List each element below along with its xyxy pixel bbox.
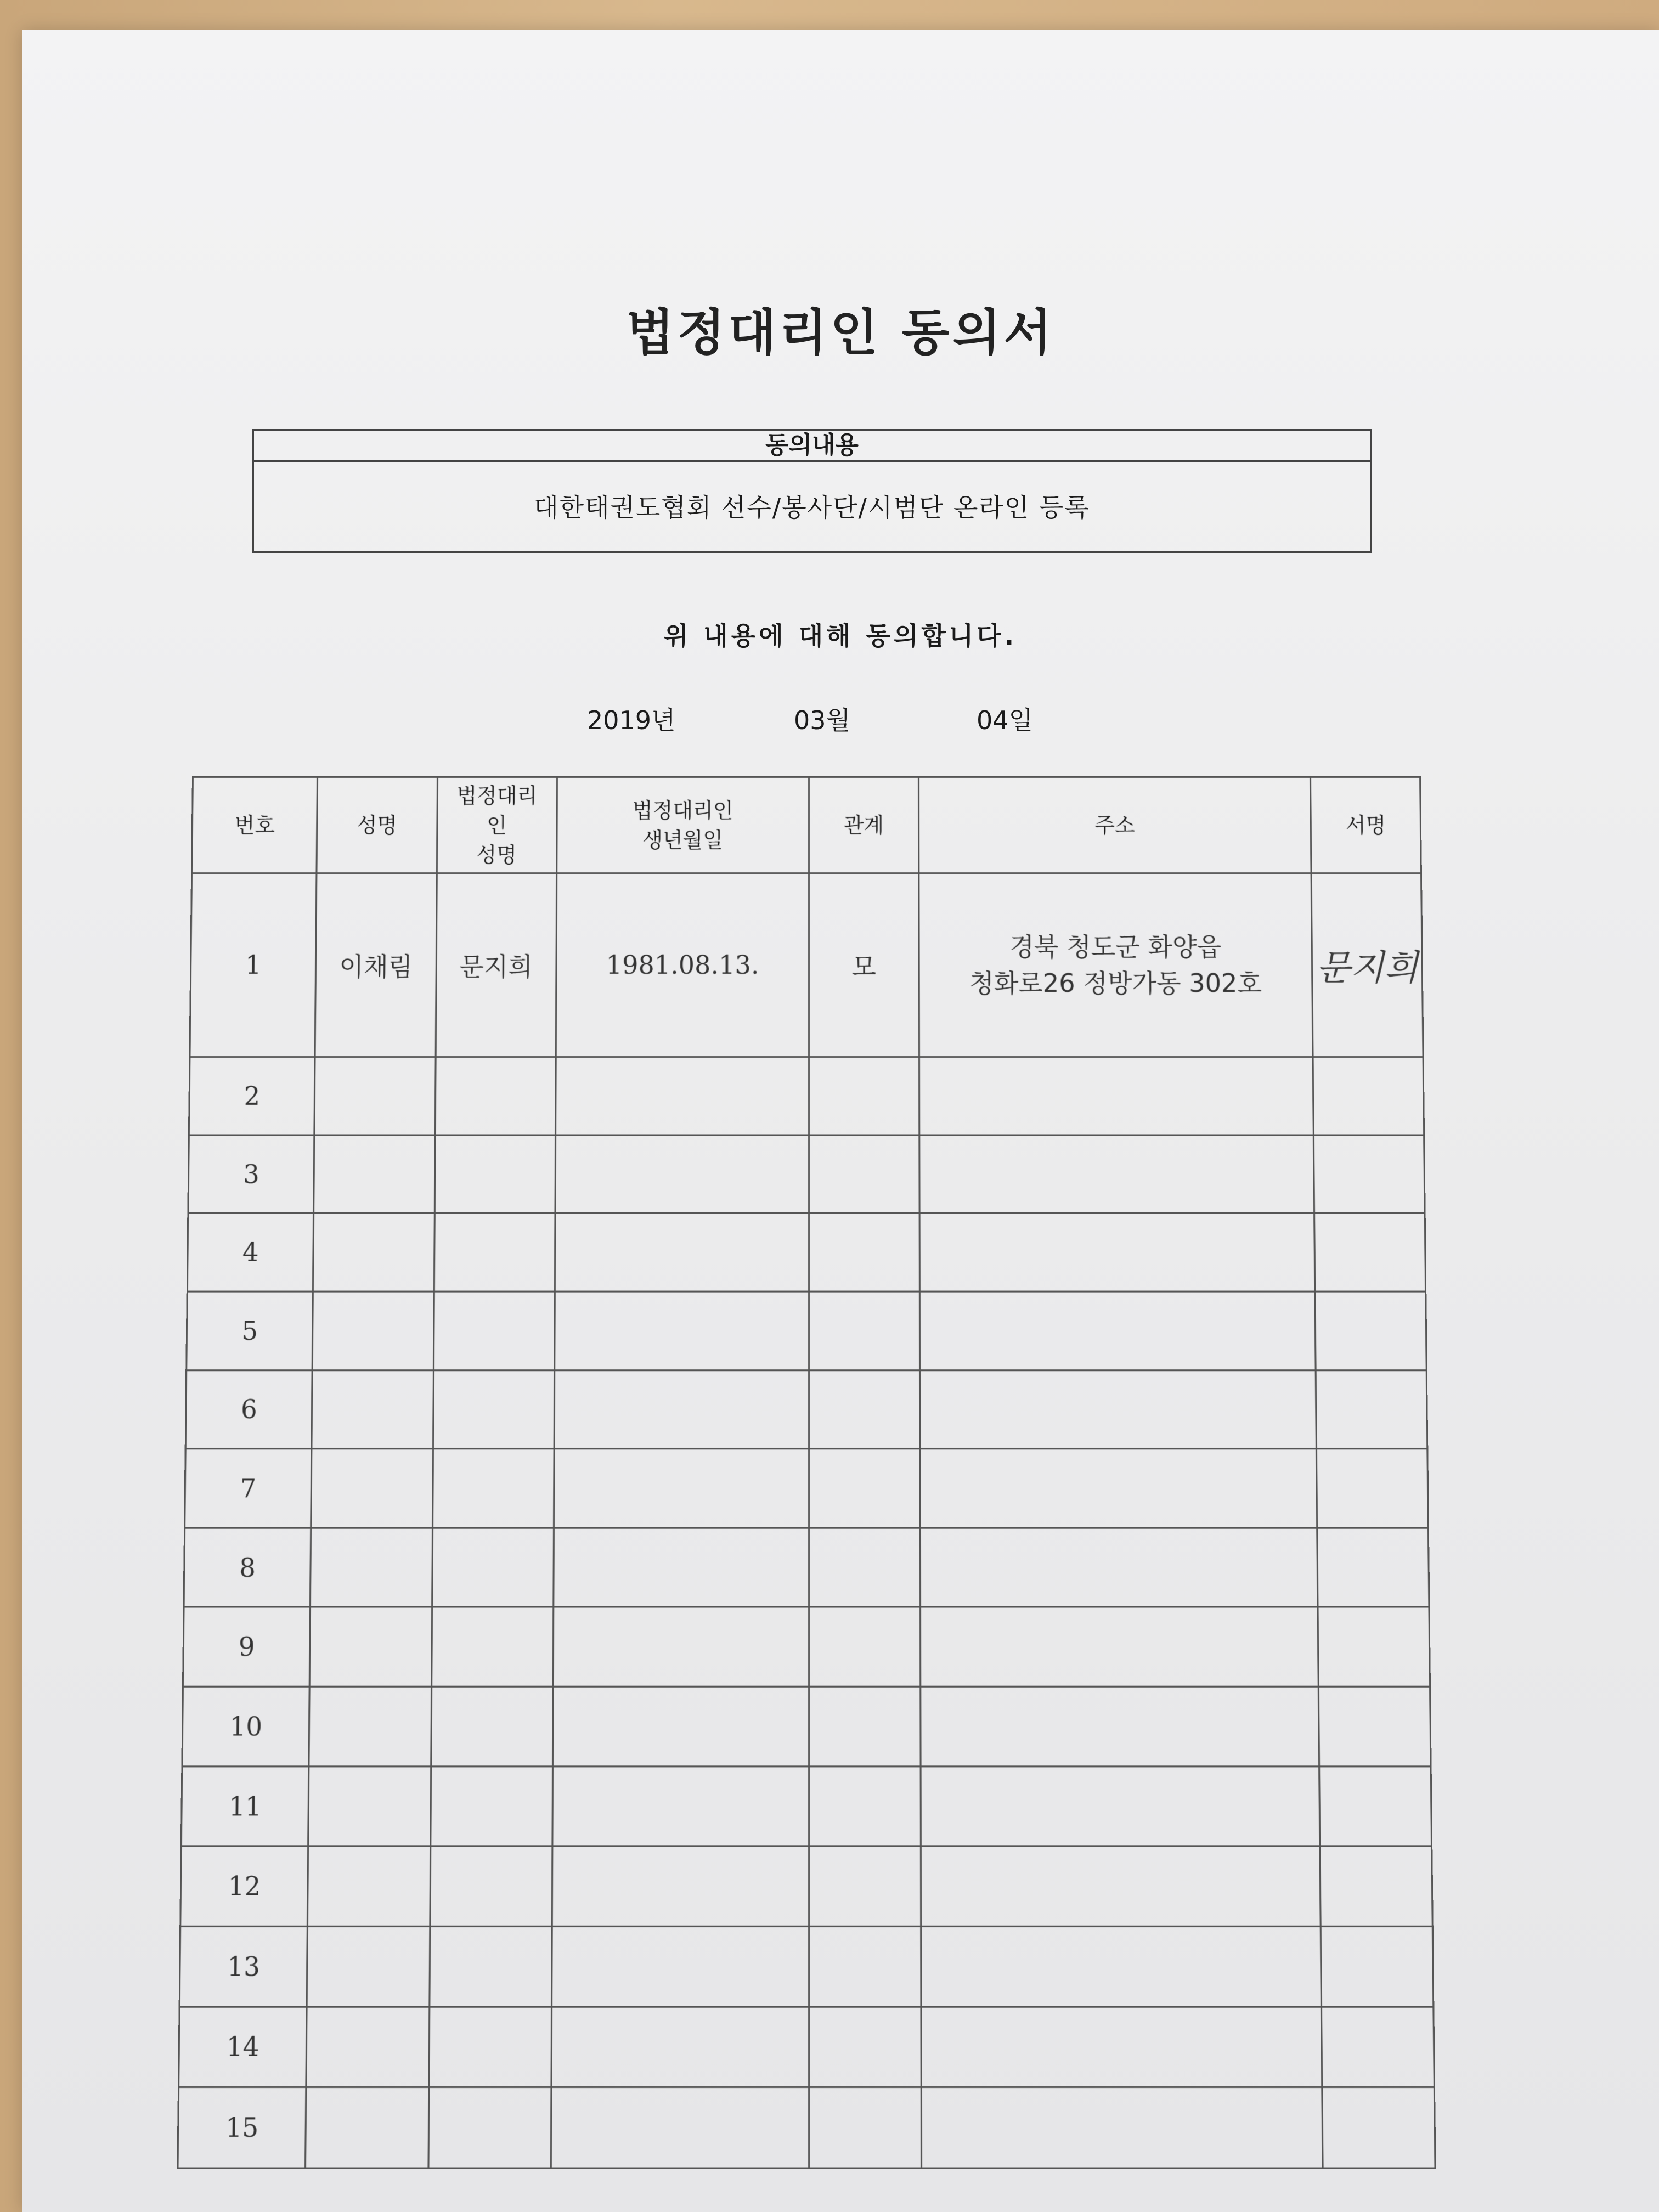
table-row bbox=[188, 1135, 1425, 1213]
registration-table-wrap bbox=[177, 776, 1436, 2169]
table-row bbox=[184, 1528, 1429, 1607]
table-row bbox=[183, 1607, 1430, 1686]
table-row bbox=[187, 1213, 1425, 1291]
cell-guardian-birth bbox=[553, 1528, 809, 1607]
header-guardian-name bbox=[437, 777, 557, 873]
cell-no: 3 bbox=[188, 1135, 314, 1213]
cell-name bbox=[313, 1291, 434, 1370]
cell-relation bbox=[809, 1291, 920, 1370]
header-no: 번호 bbox=[192, 777, 318, 873]
cell-name bbox=[306, 2007, 429, 2087]
cell-name bbox=[308, 1846, 430, 1926]
table-row bbox=[179, 2007, 1435, 2087]
cell-guardian-birth bbox=[552, 1846, 809, 1926]
cell-address bbox=[919, 1370, 1317, 1449]
cell-guardian-name: 문지희 bbox=[436, 873, 557, 1057]
cell-no: 10 bbox=[182, 1686, 310, 1766]
cell-signature bbox=[1322, 2087, 1435, 2168]
date-day: 04일 bbox=[977, 706, 1033, 735]
header-signature: 서명 bbox=[1311, 777, 1421, 873]
cell-guardian-name bbox=[430, 1846, 552, 1926]
cell-no: 7 bbox=[185, 1449, 312, 1528]
cell-relation bbox=[809, 1449, 920, 1528]
table-row bbox=[187, 1291, 1426, 1370]
cell-address bbox=[919, 1291, 1316, 1370]
cell-no: 6 bbox=[185, 1370, 312, 1449]
cell-signature bbox=[1319, 1767, 1432, 1847]
cell-relation bbox=[809, 1767, 921, 1847]
cell-address bbox=[920, 1607, 1319, 1686]
cell-address bbox=[921, 1767, 1321, 1847]
cell-guardian-birth bbox=[551, 2007, 809, 2087]
cell-address bbox=[919, 1213, 1316, 1291]
cell-no: 1 bbox=[190, 873, 317, 1057]
cell-no: 14 bbox=[179, 2007, 307, 2087]
cell-no: 2 bbox=[189, 1057, 315, 1135]
cell-no: 15 bbox=[178, 2087, 306, 2168]
cell-guardian-birth bbox=[554, 1370, 809, 1449]
cell-guardian-name bbox=[433, 1370, 554, 1449]
table-row bbox=[185, 1449, 1429, 1528]
cell-no: 11 bbox=[181, 1767, 309, 1847]
cell-relation: 모 bbox=[809, 873, 919, 1057]
cell-guardian-name bbox=[429, 1926, 552, 2006]
cell-guardian-birth: 1981.08.13. bbox=[556, 873, 809, 1057]
cell-address bbox=[921, 2007, 1323, 2087]
cell-no: 5 bbox=[187, 1291, 313, 1370]
cell-guardian-birth bbox=[555, 1135, 809, 1213]
cell-no: 4 bbox=[187, 1213, 314, 1291]
cell-guardian-birth bbox=[551, 2087, 809, 2168]
cell-guardian-birth bbox=[553, 1607, 809, 1686]
cell-name bbox=[311, 1449, 433, 1528]
header-guardian-birth-line2: 생년월일 bbox=[642, 827, 724, 853]
cell-signature bbox=[1319, 1686, 1431, 1766]
header-relation: 관계 bbox=[809, 777, 919, 873]
cell-relation bbox=[809, 1370, 920, 1449]
cell-relation bbox=[809, 2087, 921, 2168]
table-row bbox=[185, 1370, 1427, 1449]
cell-name bbox=[306, 2087, 428, 2168]
cell-relation bbox=[809, 1926, 921, 2006]
cell-address bbox=[919, 1057, 1314, 1135]
cell-guardian-name bbox=[434, 1213, 555, 1291]
cell-name bbox=[309, 1686, 431, 1766]
cell-name bbox=[312, 1370, 433, 1449]
consent-text: 대한태권도협회 선수/봉사단/시범단 온라인 등록 bbox=[534, 493, 1090, 522]
cell-no: 8 bbox=[184, 1528, 311, 1607]
cell-signature bbox=[1314, 1135, 1425, 1213]
cell-name bbox=[314, 1057, 435, 1135]
cell-name bbox=[313, 1213, 435, 1291]
cell-guardian-name bbox=[432, 1449, 554, 1528]
cell-signature bbox=[1318, 1607, 1430, 1686]
cell-name bbox=[310, 1607, 432, 1686]
cell-address bbox=[919, 1135, 1314, 1213]
cell-guardian-birth bbox=[555, 1213, 809, 1291]
cell-guardian-name bbox=[435, 1057, 556, 1135]
handwritten-signature: 문지희 bbox=[1316, 947, 1419, 989]
header-guardian-birth bbox=[556, 777, 809, 873]
cell-name bbox=[314, 1135, 435, 1213]
paper-sheet bbox=[22, 30, 1659, 2212]
consent-heading: 동의내용 bbox=[254, 431, 1370, 462]
cell-relation bbox=[809, 1057, 919, 1135]
table-row bbox=[182, 1686, 1431, 1766]
cell-signature bbox=[1320, 1846, 1432, 1926]
cell-guardian-birth bbox=[554, 1449, 809, 1528]
cell-address bbox=[919, 873, 1313, 1057]
cell-signature bbox=[1322, 2007, 1435, 2087]
cell-address bbox=[921, 2087, 1323, 2168]
cell-guardian-birth bbox=[555, 1057, 809, 1135]
cell-name bbox=[311, 1528, 432, 1607]
cell-relation bbox=[809, 1607, 921, 1686]
cell-address bbox=[920, 1449, 1318, 1528]
header-guardian-name-line1: 법정대리 bbox=[456, 783, 538, 808]
address-line1: 경북 청도군 화양읍 bbox=[1009, 932, 1222, 962]
cell-relation bbox=[809, 1686, 921, 1766]
cell-guardian-birth bbox=[552, 1686, 809, 1766]
registration-table bbox=[177, 776, 1436, 2169]
header-guardian-birth-line1: 법정대리인 bbox=[632, 798, 733, 822]
cell-signature bbox=[1314, 1213, 1426, 1291]
cell-name bbox=[308, 1767, 431, 1847]
cell-guardian-birth bbox=[551, 1926, 809, 2006]
cell-signature bbox=[1313, 1057, 1424, 1135]
cell-guardian-name bbox=[433, 1291, 555, 1370]
cell-address bbox=[921, 1846, 1321, 1926]
cell-relation bbox=[809, 2007, 921, 2087]
cell-address bbox=[920, 1686, 1319, 1766]
header-name: 성명 bbox=[317, 777, 437, 873]
cell-no: 12 bbox=[180, 1846, 308, 1926]
table-row bbox=[189, 1057, 1424, 1135]
cell-name bbox=[307, 1926, 430, 2006]
cell-guardian-name bbox=[428, 2007, 551, 2087]
cell-signature bbox=[1316, 1370, 1427, 1449]
table-row bbox=[181, 1767, 1431, 1847]
document-title: 법정대리인 동의서 bbox=[626, 304, 1055, 362]
cell-guardian-name bbox=[428, 2087, 551, 2168]
cell-relation bbox=[809, 1213, 919, 1291]
table-header-row bbox=[192, 777, 1421, 873]
cell-guardian-name bbox=[432, 1528, 554, 1607]
cell-relation bbox=[809, 1528, 921, 1607]
header-guardian-name-line2: 인 bbox=[487, 812, 507, 838]
date-month: 03월 bbox=[794, 706, 850, 735]
table-row bbox=[190, 873, 1423, 1057]
address-line2: 청화로26 정방가동 302호 bbox=[969, 968, 1262, 998]
table-row bbox=[179, 1926, 1434, 2006]
cell-relation bbox=[809, 1846, 921, 1926]
cell-guardian-name bbox=[431, 1686, 553, 1766]
cell-no: 13 bbox=[179, 1926, 308, 2006]
cell-signature bbox=[1315, 1291, 1426, 1370]
cell-signature bbox=[1321, 1926, 1434, 2006]
cell-guardian-name bbox=[431, 1607, 553, 1686]
cell-guardian-birth bbox=[552, 1767, 809, 1847]
cell-address bbox=[920, 1528, 1318, 1607]
cell-signature bbox=[1317, 1449, 1429, 1528]
cell-no: 9 bbox=[183, 1607, 310, 1686]
consent-box bbox=[252, 429, 1372, 553]
cell-signature bbox=[1317, 1528, 1429, 1607]
cell-name: 이채림 bbox=[315, 873, 436, 1057]
header-guardian-name-line3: 성명 bbox=[476, 843, 517, 867]
cell-guardian-name bbox=[430, 1767, 552, 1847]
header-address: 주소 bbox=[918, 777, 1311, 873]
cell-relation bbox=[809, 1135, 919, 1213]
table-row bbox=[180, 1846, 1432, 1926]
agree-statement: 위 내용에 대해 동의합니다. bbox=[663, 621, 1018, 651]
table-row bbox=[178, 2087, 1435, 2168]
cell-signature bbox=[1311, 873, 1423, 1057]
cell-guardian-name bbox=[435, 1135, 555, 1213]
cell-address bbox=[921, 1926, 1322, 2006]
cell-guardian-birth bbox=[554, 1291, 809, 1370]
date-year: 2019년 bbox=[587, 706, 676, 735]
